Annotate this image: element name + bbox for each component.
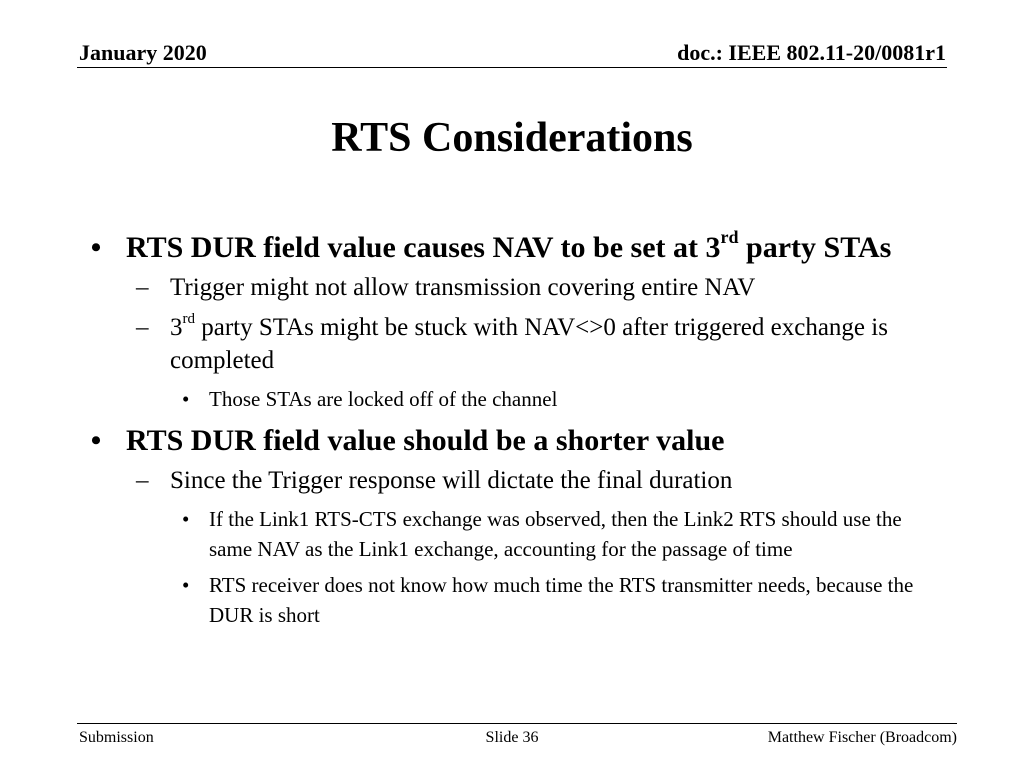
- footer-submission: Submission: [79, 729, 154, 746]
- footer-slide-number: Slide 36: [485, 729, 539, 746]
- subbullet-trigger-nav: [84, 271, 944, 304]
- bullet-text: Trigger might not allow transmission covering entire NAV: [170, 274, 756, 301]
- bullet-text: party STAs: [738, 231, 892, 264]
- bullet-text: Since the Trigger response will dictate the final duration: [170, 467, 733, 494]
- superscript: rd: [182, 311, 195, 328]
- superscript: rd: [720, 227, 739, 248]
- bullet-marker: •: [182, 507, 190, 531]
- subbullet-stuck-nav: [84, 311, 944, 377]
- dash-marker: –: [136, 314, 149, 341]
- bullet-text: 3: [170, 314, 183, 341]
- bullet-marker: •: [182, 573, 190, 597]
- bullet-text: If the Link1 RTS-CTS exchange was observed, then the Link2 RTS should use the same NAV as the Link1 exchange, accounting for the passage of time: [209, 507, 902, 561]
- bullet-text: party STAs might be stuck with NAV<>0 after triggered exchange is completed: [170, 314, 888, 374]
- bullet-rts-dur-nav: [84, 227, 944, 268]
- header-doc-number: doc.: IEEE 802.11-20/0081r1: [677, 40, 946, 65]
- subbullet-trigger-response: [84, 464, 944, 497]
- dash-marker: –: [136, 274, 149, 301]
- header-date: January 2020: [79, 40, 207, 65]
- bullet-marker: •: [90, 231, 102, 264]
- footer-divider: [77, 723, 957, 724]
- header-divider: [77, 67, 947, 68]
- bullet-rts-dur-shorter: [84, 420, 944, 461]
- dash-marker: –: [136, 467, 149, 494]
- slide-title: RTS Considerations: [331, 115, 693, 161]
- slide-body: [84, 227, 944, 636]
- subsubbullet-link1-observed: [84, 504, 944, 564]
- bullet-text: RTS DUR field value causes NAV to be set at 3: [126, 231, 721, 264]
- subsubbullet-receiver-unknown: [84, 570, 944, 630]
- bullet-marker: •: [182, 387, 190, 411]
- bullet-text: RTS receiver does not know how much time the RTS transmitter needs, because the DUR is short: [209, 573, 914, 627]
- bullet-marker: •: [90, 424, 102, 457]
- bullet-text: Those STAs are locked off of the channel: [209, 387, 558, 411]
- footer-author: Matthew Fischer (Broadcom): [767, 729, 957, 746]
- bullet-text: RTS DUR field value should be a shorter value: [126, 424, 725, 457]
- subsubbullet-locked-off: [84, 384, 944, 414]
